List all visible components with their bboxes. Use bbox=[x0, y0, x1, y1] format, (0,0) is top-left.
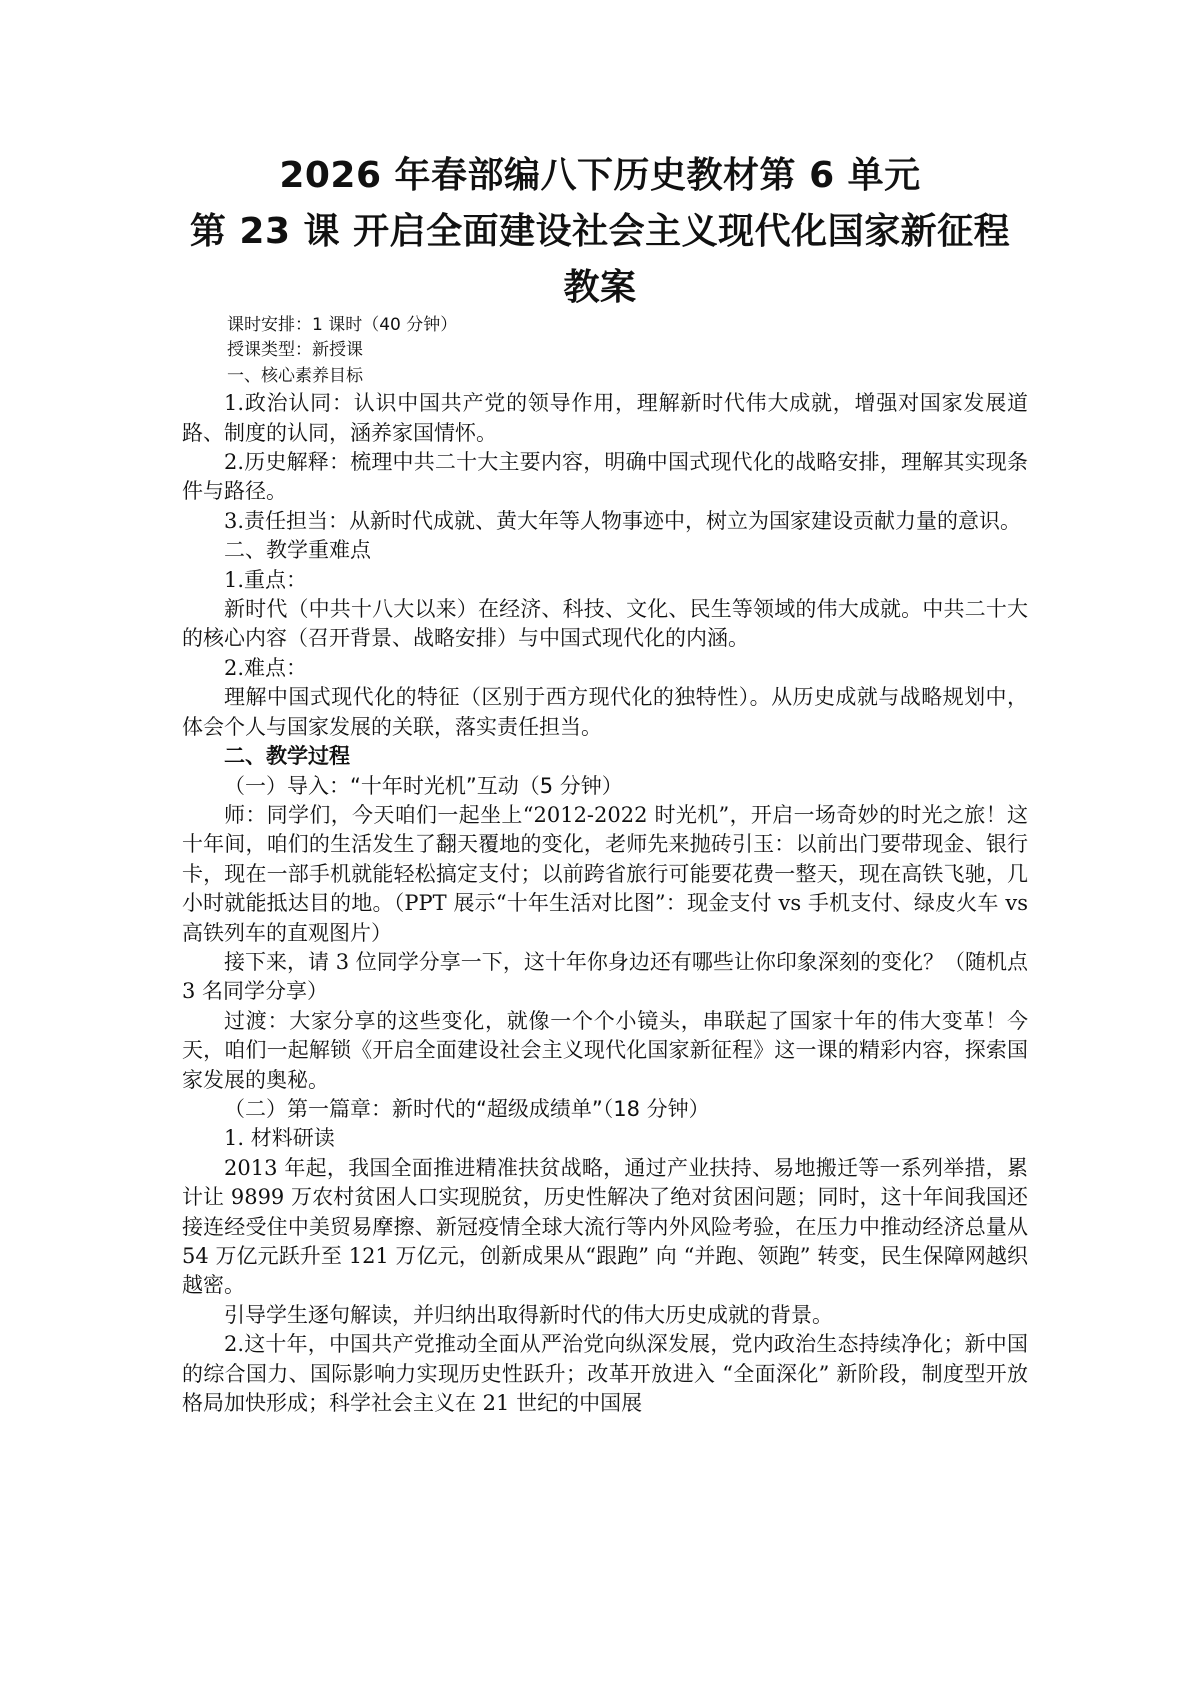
class-hours-text: 课时安排：1 课时（40 分钟） bbox=[227, 315, 458, 335]
key-points-heading: 二、教学重难点 bbox=[224, 538, 371, 563]
goal-political-identity: 1.政治认同：认识中国共产党的领导作用，理解新时代伟大成就，增强对国家发展道路、制度的认同，涵养家国情怀。 bbox=[182, 391, 1028, 445]
intro-paragraph-share: 接下来，请 3 位同学分享一下，这十年你身边还有哪些让你印象深刻的变化？（随机点 3 名同学分享） bbox=[182, 949, 1028, 1004]
material-reading-heading: 1. 材料研读 bbox=[224, 1126, 335, 1151]
intro-paragraph-transition: 过渡：大家分享的这些变化，就像一个个小镜头，串联起了国家十年的伟大变革！今天，咱们一起解锁《开启全面建设社会主义现代化国家新征程》这一课的精彩内容，探索国家发展的奥秘。 bbox=[182, 1008, 1028, 1092]
key-point-text: 新时代（中共十八大以来）在经济、科技、文化、民生等领域的伟大成就。中共二十大的核心内容（召开背景、战略安排）与中国式现代化的内涵。 bbox=[182, 597, 1028, 651]
intro-paragraph-teacher: 师：同学们，今天咱们一起坐上“2012-2022 时光机”，开启一场奇妙的时光之旅！这十年间，咱们的生活发生了翻天覆地的变化，老师先来抛砖引玉：以前出门要带现金、银行卡，现在一部手机就能轻松搞定支付；以前跨省旅行可能要花费一整天，现在高铁飞驰，几小时就能抵达目的地。（PPT 展示“十年生活对比图”：现金支付 vs 手机支付、绿皮火车 vs 高铁列车的直观图片） bbox=[182, 802, 1028, 945]
decade-achievements-paragraph: 2.这十年，中国共产党推动全面从严治党向纵深发展，党内政治生态持续净化；新中国的综合国力、国际影响力实现历史性跃升；改革开放进入 “全面深化” 新阶段，制度型开放格局加快形成；科学社会主义在 21 世纪的中国展 bbox=[182, 1332, 1028, 1416]
goal-historical-interpretation: 2.历史解释：梳理中共二十大主要内容，明确中国式现代化的战略安排，理解其实现条件与路径。 bbox=[182, 450, 1028, 504]
lesson-type-text: 授课类型：新授课 bbox=[227, 340, 363, 361]
material-paragraph: 2013 年起，我国全面推进精准扶贫战略，通过产业扶持、易地搬迁等一系列举措，累计让 9899 万农村贫困人口实现脱贫，历史性解决了绝对贫困问题；同时，这十年间我国还接连经受住中美贸易摩擦、新冠疫情全球大流行等内外风险考验，在压力中推动经济总量从 54 万亿元跃升至 121 万亿元，创新成果从“跟跑” 向 “并跑、领跑” 转变，民生保障网越织越密。 bbox=[182, 1155, 1028, 1298]
title-line-lesson: 第 23 课 开启全面建设社会主义现代化国家新征程 bbox=[189, 211, 1011, 252]
difficulty-text: 理解中国式现代化的特征（区别于西方现代化的独特性）。从历史成就与战略规划中，体会个人与国家发展的关联，落实责任担当。 bbox=[182, 685, 1028, 739]
difficulty-label: 2.难点： bbox=[224, 655, 308, 680]
key-point-label: 1.重点： bbox=[224, 567, 308, 592]
guide-paragraph: 引导学生逐句解读，并归纳出取得新时代的伟大历史成就的背景。 bbox=[224, 1302, 833, 1327]
process-heading: 二、教学过程 bbox=[224, 744, 350, 769]
goals-heading: 一、核心素养目标 bbox=[227, 365, 363, 386]
goal-responsibility: 3.责任担当：从新时代成就、黄大年等人物事迹中，树立为国家建设贡献力量的意识。 bbox=[224, 508, 1022, 533]
intro-heading: （一）导入：“十年时光机”互动（5 分钟） bbox=[224, 773, 623, 798]
document-title bbox=[0, 148, 1200, 316]
document-body bbox=[182, 313, 1028, 1418]
title-line-unit: 2026 年春部编八下历史教材第 6 单元 bbox=[279, 155, 921, 196]
title-line-plan: 教案 bbox=[563, 267, 637, 308]
chapter-one-heading: （二）第一篇章：新时代的“超级成绩单”（18 分钟） bbox=[224, 1096, 710, 1121]
